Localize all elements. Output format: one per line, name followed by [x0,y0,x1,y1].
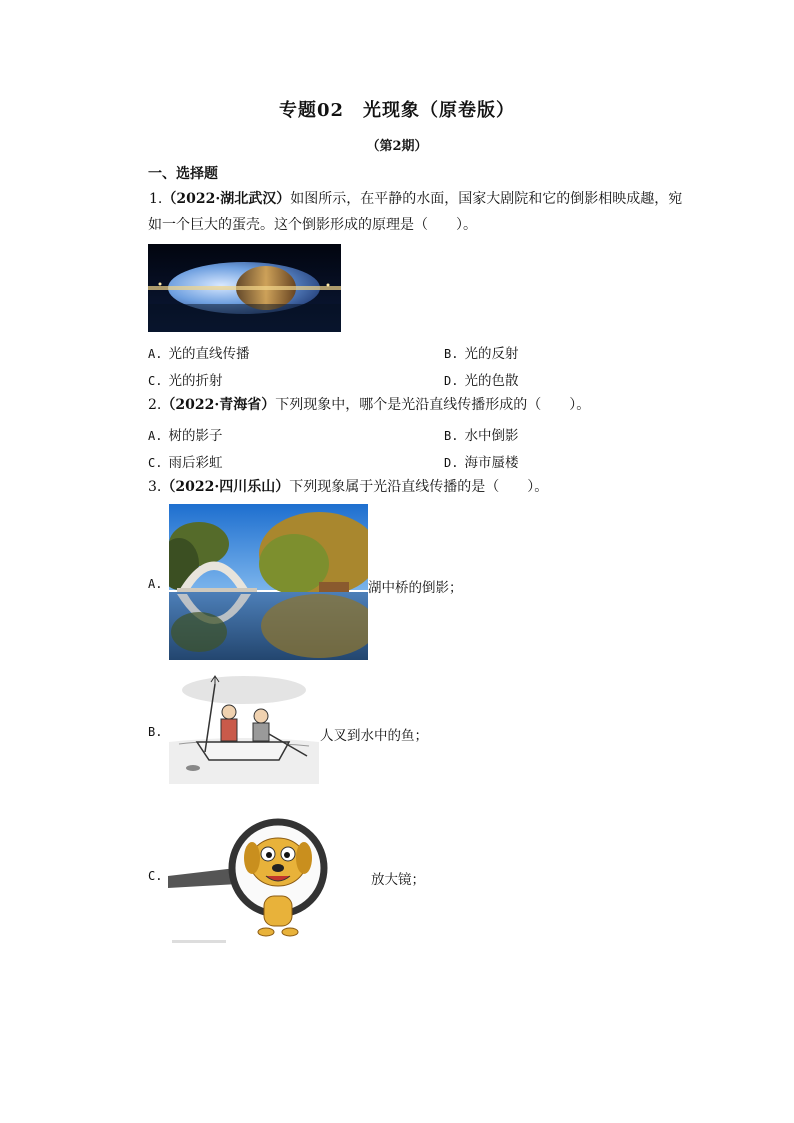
option-1a: A. 光的直线传播 [148,346,250,362]
section-heading: 一、选择题 [148,166,218,182]
option-2c: C. 雨后彩虹 [148,455,223,471]
question-3 [148,474,548,500]
option-1d: D. 光的色散 [444,373,519,389]
option-3c-text: 放大镜； [371,872,425,888]
bridge-reflection-image [169,504,368,660]
option-3b-text: 人叉到水中的鱼； [320,728,428,744]
option-3a-text: 湖中桥的倒影； [368,580,463,596]
question-source: （2022·青海省） [161,397,276,413]
fishing-boat-image [169,672,319,784]
option-1b: B. 光的反射 [444,346,519,362]
question-number: 2. [148,397,162,413]
question-number: 1. [149,191,163,207]
question-source: （2022·湖北武汉） [162,191,291,207]
question-number: 3. [148,479,162,495]
option-2b: B. 水中倒影 [444,428,519,444]
option-3a-letter: A. [148,577,163,591]
question-1 [148,186,682,238]
period-label: （第2期） [366,139,428,154]
option-1c: C. 光的折射 [148,373,223,389]
theatre-reflection-image [148,244,341,332]
option-3b-letter: B. [148,725,163,739]
question-text: 下列现象中，哪个是光沿直线传播形成的（ ）。 [275,397,591,413]
question-text: 如图所示，在平静的水面，国家大剧院和它的倒影相映成趣，宛 [290,191,683,207]
magnifier-dog-image [168,812,328,948]
option-3c-letter: C. [148,869,163,883]
question-source: （2022·四川乐山） [161,479,290,495]
option-2a: A. 树的影子 [148,428,223,444]
question-text: 下列现象属于光沿直线传播的是（ ）。 [289,479,549,495]
question-2 [148,392,590,418]
question-text: 如一个巨大的蛋壳。这个倒影形成的原理是（ ）。 [148,217,477,233]
option-2d: D. 海市蜃楼 [444,455,519,471]
page-title: 专题02 光现象（原卷版） [278,100,516,121]
